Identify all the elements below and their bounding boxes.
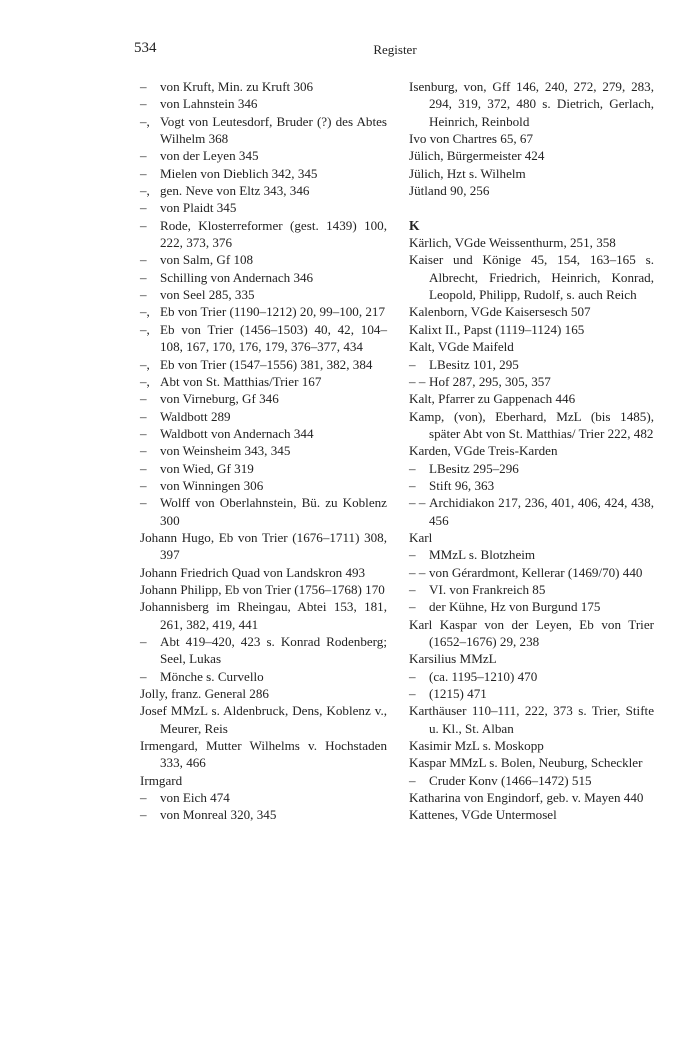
- index-entry: Kalt, Pfarrer zu Gappenach 446: [409, 391, 576, 407]
- index-subentry: [140, 217, 387, 252]
- subentry-dash: –,: [140, 304, 150, 320]
- index-entry: Karden, VGde Treis-Karden: [409, 443, 558, 459]
- subentry-text: Stift 96, 363: [429, 477, 495, 493]
- subentry-dash: –,: [140, 373, 150, 389]
- subentry-text: von Seel 285, 335: [160, 287, 255, 303]
- left-column: [140, 78, 387, 824]
- index-subentry: [140, 460, 387, 477]
- subentry-dash: –: [140, 287, 147, 303]
- index-subentry: [140, 95, 387, 112]
- index-entry: Kalt, VGde Maifeld: [409, 339, 514, 355]
- subentry-text: Waldbott von Andernach 344: [160, 425, 314, 441]
- index-subentry: [140, 494, 387, 529]
- index-entry: Irmengard, Mutter Wilhelms v. Hochstaden 333, 466: [140, 738, 387, 771]
- index-subentry: [409, 477, 654, 494]
- index-subentry: [140, 442, 387, 459]
- subentry-dash: –: [140, 96, 147, 112]
- subentry-dash: –,: [140, 183, 150, 199]
- subentry-text: von Gérardmont, Kellerar (1469/70) 440: [429, 564, 643, 580]
- subentry-dash: –: [140, 165, 147, 181]
- index-subentry: [140, 113, 387, 148]
- index-subentry: [140, 147, 387, 164]
- index-entry: Katharina von Engindorf, geb. v. Mayen 440: [409, 790, 644, 806]
- subentry-dash: –,: [140, 113, 150, 129]
- index-subentry: [140, 390, 387, 407]
- subentry-text: Rode, Klosterreformer (gest. 1439) 100, 222, 373, 376: [160, 217, 387, 251]
- subentry-text: Mönche s. Curvello: [160, 668, 264, 684]
- section-gap: [409, 199, 654, 216]
- index-entry: Jülich, Bürgermeister 424: [409, 148, 545, 164]
- index-entry: Johannisberg im Rheingau, Abtei 153, 181, 261, 382, 419, 441: [140, 599, 387, 632]
- subentry-dash: –: [140, 425, 147, 441]
- subentry-text: Abt 419–420, 423 s. Konrad Rodenberg; Seel, Lukas: [160, 634, 387, 667]
- index-subentry: [140, 251, 387, 268]
- subentry-dash: –: [409, 477, 416, 493]
- index-subentry: [409, 685, 654, 702]
- subentry-text: Mielen von Dieblich 342, 345: [160, 165, 318, 181]
- subentry-text: Cruder Konv (1466–1472) 515: [429, 772, 592, 788]
- subentry-dash: –: [409, 581, 416, 597]
- index-entry: Jülich, Hzt s. Wilhelm: [409, 165, 526, 181]
- subentry-dash: –: [140, 790, 147, 806]
- index-entry: Kasimir MzL s. Moskopp: [409, 738, 544, 754]
- index-subentry: [409, 546, 654, 563]
- subentry-text: VI. von Frankreich 85: [429, 581, 546, 597]
- subentry-text: der Kühne, Hz von Burgund 175: [429, 599, 601, 615]
- index-entry: Kalenborn, VGde Kaisersesch 507: [409, 304, 591, 320]
- subentry-dash: –: [140, 217, 147, 233]
- index-subentry: [140, 425, 387, 442]
- subentry-dash: –: [140, 443, 147, 459]
- index-subentry: [409, 581, 654, 598]
- index-subentry: [409, 598, 654, 615]
- index-entry: Jütland 90, 256: [409, 183, 490, 199]
- subentry-dash: –: [140, 668, 147, 684]
- subentry-dash: –: [140, 495, 147, 511]
- subentry-text: von Weinsheim 343, 345: [160, 443, 291, 459]
- subentry-text: Schilling von Andernach 346: [160, 269, 314, 285]
- index-entry: Johann Hugo, Eb von Trier (1676–1711) 308, 397: [140, 529, 387, 563]
- subentry-text: von Wied, Gf 319: [160, 460, 254, 476]
- subentry-text: Eb von Trier (1456–1503) 40, 42, 104–108, 167, 170, 176, 179, 376–377, 434: [160, 321, 387, 355]
- subentry-text: von Lahnstein 346: [160, 96, 258, 112]
- subentry-dash: –: [409, 547, 416, 563]
- subentry-dash: –: [140, 460, 147, 476]
- subentry-text: Archidiakon 217, 236, 401, 406, 424, 438, 456: [429, 495, 654, 528]
- right-column: [409, 78, 654, 824]
- subentry-dash: –,: [140, 356, 150, 372]
- index-subentry: [140, 373, 387, 390]
- subentry-text: von der Leyen 345: [160, 148, 259, 164]
- subentry-text: gen. Neve von Eltz 343, 346: [160, 183, 310, 199]
- index-entry: Kattenes, VGde Untermosel: [409, 807, 557, 823]
- index-entry: Kärlich, VGde Weissenthurm, 251, 358: [409, 235, 616, 251]
- index-subentry: [140, 356, 387, 373]
- subentry-text: MMzL s. Blotzheim: [429, 547, 536, 563]
- index-subentry: [409, 564, 654, 581]
- section-letter: K: [409, 217, 420, 233]
- index-entry: Kaiser und Könige 45, 154, 163–165 s. Albrecht, Friedrich, Heinrich, Konrad, Leopold, Philipp, Rudolf, s. auch Reich: [409, 252, 654, 303]
- page-number: 534: [134, 40, 157, 56]
- subentry-text: von Virneburg, Gf 346: [160, 391, 279, 407]
- subentry-dash: –: [409, 460, 416, 476]
- subentry-dash: –: [140, 269, 147, 285]
- subentry-text: von Salm, Gf 108: [160, 252, 254, 268]
- index-subentry: [140, 668, 387, 685]
- subentry-text: Eb von Trier (1190–1212) 20, 99–100, 217: [160, 304, 386, 320]
- running-head: Register: [373, 42, 417, 57]
- subentry-text: LBesitz 101, 295: [429, 356, 519, 372]
- subentry-text: (ca. 1195–1210) 470: [429, 668, 538, 684]
- index-subentry: [409, 494, 654, 529]
- subentry-dash: –: [140, 391, 147, 407]
- index-subentry: [140, 165, 387, 182]
- index-subentry: [140, 303, 387, 320]
- index-subentry: [140, 78, 387, 95]
- index-subentry: [140, 199, 387, 216]
- subentry-dash: –: [409, 686, 416, 702]
- subentry-text: Waldbott 289: [160, 408, 231, 424]
- subentry-dash: –: [409, 772, 416, 788]
- index-subentry: [140, 286, 387, 303]
- subentry-dash: –: [140, 79, 147, 94]
- subentry-dash: –,: [140, 321, 150, 337]
- index-subentry: [140, 633, 387, 668]
- index-subentry: [409, 772, 654, 789]
- index-subentry: [140, 789, 387, 806]
- index-entry: Johann Philipp, Eb von Trier (1756–1768) 170: [140, 581, 385, 597]
- subentry-text: Abt von St. Matthias/Trier 167: [160, 373, 322, 389]
- index-subentry: [409, 460, 654, 477]
- subentry-dash: – –: [409, 564, 426, 580]
- subentry-dash: –: [140, 807, 147, 823]
- index-subentry: [140, 269, 387, 286]
- subentry-dash: –: [409, 668, 416, 684]
- subentry-text: von Monreal 320, 345: [160, 807, 277, 823]
- subentry-dash: –: [409, 356, 416, 372]
- subentry-dash: – –: [409, 495, 426, 511]
- index-entry: Josef MMzL s. Aldenbruck, Dens, Koblenz v., Meurer, Reis: [140, 703, 387, 736]
- subentry-text: (1215) 471: [429, 686, 487, 702]
- subentry-dash: –: [140, 252, 147, 268]
- subentry-text: Hof 287, 295, 305, 357: [429, 373, 551, 389]
- index-entry: Kamp, (von), Eberhard, MzL (bis 1485), später Abt von St. Matthias/ Trier 222, 482: [409, 408, 654, 441]
- index-entry: Karsilius MMzL: [409, 651, 497, 667]
- index-entry: Karl Kaspar von der Leyen, Eb von Trier (1652–1676) 29, 238: [409, 616, 654, 649]
- subentry-dash: –: [140, 148, 147, 164]
- subentry-dash: –: [140, 477, 147, 493]
- index-entry: Kaspar MMzL s. Bolen, Neuburg, Scheckler: [409, 755, 643, 771]
- index-entry: Isenburg, von, Gff 146, 240, 272, 279, 283, 294, 319, 372, 480 s. Dietrich, Gerlach, Heinrich, Reinbold: [409, 79, 654, 129]
- index-subentry: [140, 477, 387, 494]
- index-subentry: [140, 408, 387, 425]
- index-subentry: [409, 373, 654, 390]
- subentry-text: Wolff von Oberlahnstein, Bü. zu Koblenz 300: [160, 495, 387, 528]
- index-subentry: [409, 668, 654, 685]
- subentry-dash: –: [140, 408, 147, 424]
- subentry-dash: – –: [409, 373, 426, 389]
- subentry-dash: –: [409, 599, 416, 615]
- index-subentry: [140, 321, 387, 356]
- index-subentry: [140, 806, 387, 823]
- subentry-text: LBesitz 295–296: [429, 460, 519, 476]
- subentry-text: von Winningen 306: [160, 477, 264, 493]
- index-entry: Karthäuser 110–111, 222, 373 s. Trier, Stifte u. Kl., St. Alban: [409, 703, 654, 736]
- index-entry: Kalixt II., Papst (1119–1124) 165: [409, 321, 585, 337]
- subentry-dash: –: [140, 200, 147, 216]
- index-entry: Ivo von Chartres 65, 67: [409, 131, 534, 147]
- index-entry: Jolly, franz. General 286: [140, 686, 269, 702]
- subentry-text: von Eich 474: [160, 790, 230, 806]
- subentry-text: von Kruft, Min. zu Kruft 306: [160, 79, 314, 94]
- index-entry: Johann Friedrich Quad von Landskron 493: [140, 564, 366, 580]
- subentry-text: von Plaidt 345: [160, 200, 237, 216]
- index-entry: Karl: [409, 529, 433, 545]
- subentry-dash: –: [140, 634, 147, 649]
- index-entry: Irmgard: [140, 772, 183, 788]
- subentry-text: Eb von Trier (1547–1556) 381, 382, 384: [160, 356, 373, 372]
- index-subentry: [140, 182, 387, 199]
- subentry-text: Vogt von Leutesdorf, Bruder (?) des Abtes Wilhelm 368: [160, 113, 387, 147]
- index-subentry: [409, 356, 654, 373]
